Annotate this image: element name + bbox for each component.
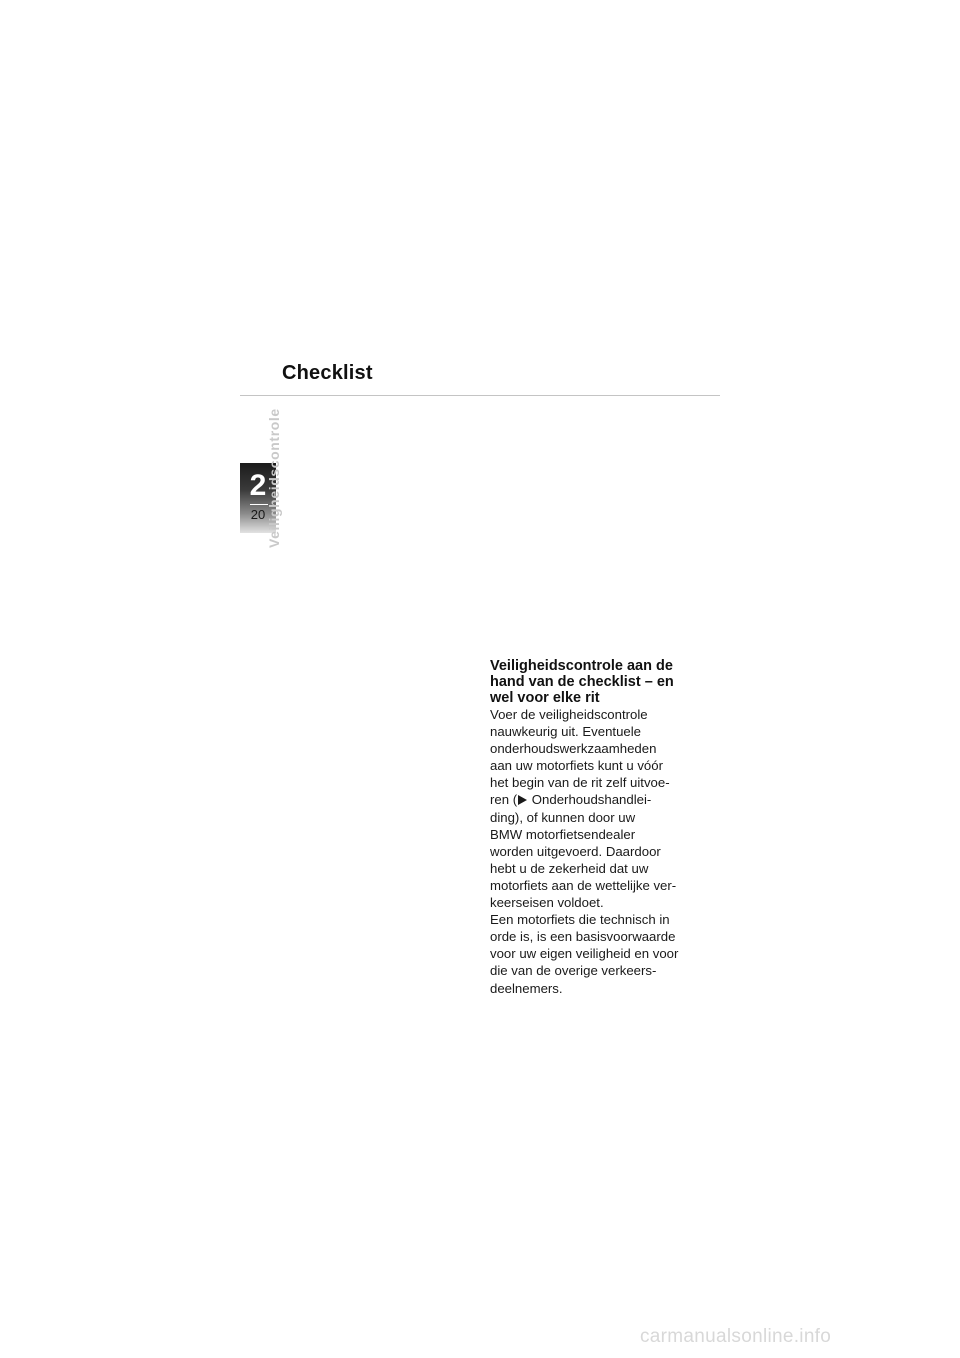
body-line: ding), of kunnen door uw [490,809,636,825]
page-title: Checklist [282,362,373,384]
watermark: carmanualsonline.info [640,1326,832,1347]
reference-prefix: ren ( [490,792,518,808]
reference-text: Onderhoudshandlei- [528,792,652,808]
section-content [490,658,700,997]
body-line: voor uw eigen veiligheid en voor [490,946,679,962]
body-line: worden uitgevoerd. Daardoor [490,843,661,859]
body-line: nauwkeurig uit. Eventuele [490,724,642,740]
body-line: onderhoudswerkzaamheden [490,741,657,757]
section-body [490,706,700,997]
section-heading-line: hand van de checklist – en [490,674,674,690]
body-line: deelnemers. [490,980,563,996]
body-line: orde is, is een basisvoorwaarde [490,929,676,945]
section-heading-line: Veiligheidscontrole aan de [490,658,673,674]
section-heading [490,658,700,706]
body-line: motorfiets aan de wettelijke ver- [490,877,677,893]
body-line: keerseisen voldoet. [490,895,604,911]
body-line: BMW motorfietsendealer [490,826,636,842]
body-line: hebt u de zekerheid dat uw [490,860,649,876]
body-line: aan uw motorfiets kunt u vóór [490,758,663,774]
body-line: die van de overige verkeers- [490,963,657,979]
body-line: Voer de veiligheidscontrole [490,707,648,722]
chapter-side-label: Veiligheidscontrole [266,408,282,548]
body-line: het begin van de rit zelf uitvoe- [490,775,670,791]
body-line: Een motorfiets die technisch in [490,912,670,928]
section-heading-line: wel voor elke rit [490,690,600,706]
page-number: 20 [250,507,266,522]
title-divider [240,395,720,396]
chapter-number: 2 [249,469,267,502]
body-line-reference [490,791,700,808]
arrow-right-icon [518,795,527,805]
